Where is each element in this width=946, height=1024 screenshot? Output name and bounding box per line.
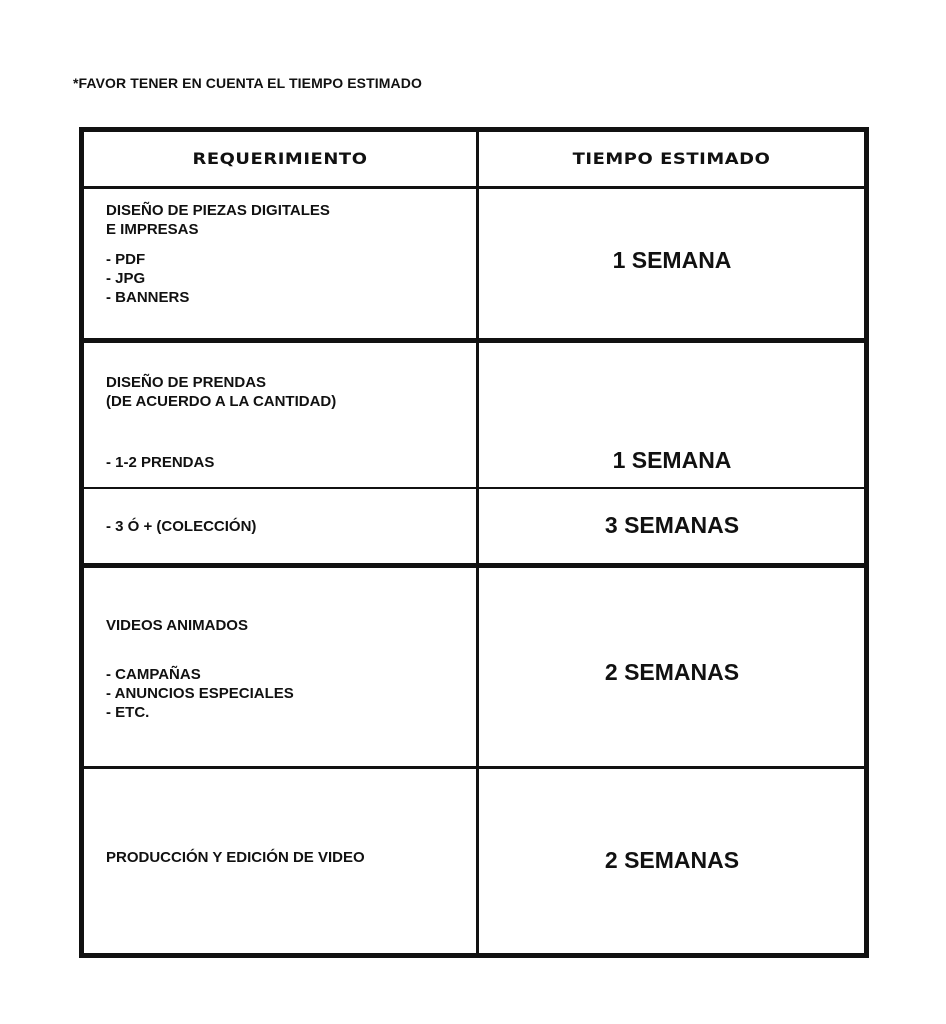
list-item: - 3 Ó + (COLECCIÓN) [106,518,257,535]
header-divider [84,186,864,189]
sub-row-divider [84,487,864,489]
requirement-title [106,848,365,867]
row-divider [84,766,864,769]
requirement-title-line: DISEÑO DE PRENDAS [106,374,267,391]
list-item: - ETC. [106,704,150,721]
header-time: TIEMPO ESTIMADO [572,149,771,168]
note-text: *FAVOR TENER EN CUENTA EL TIEMPO ESTIMADO [73,75,422,91]
estimated-time: 2 SEMANAS [604,659,740,685]
list-item: - ANUNCIOS ESPECIALES [106,685,294,702]
list-item: - BANNERS [106,289,190,306]
requirement-title-line: (DE ACUERDO A LA CANTIDAD) [106,393,337,410]
requirement-title-line: VIDEOS ANIMADOS [106,617,248,634]
list-item: - CAMPAÑAS [106,666,201,683]
requirement-title [106,616,248,635]
estimated-time: 1 SEMANA [612,247,732,273]
requirement-items [106,453,214,472]
row-divider [84,563,864,568]
requirement-title-line: DISEÑO DE PIEZAS DIGITALES [106,202,330,219]
header-requirement: REQUERIMIENTO [192,149,368,168]
row-divider [84,338,864,343]
estimated-time: 3 SEMANAS [604,512,740,538]
requirement-title-line: E IMPRESAS [106,221,199,238]
estimated-time: 1 SEMANA [612,447,732,473]
estimated-time: 2 SEMANAS [604,847,740,873]
requirement-items [106,665,294,722]
time-estimate-table [79,127,869,958]
list-item: - JPG [106,270,146,287]
requirement-items [106,250,189,307]
requirement-title [106,201,330,239]
list-item: - PDF [106,251,146,268]
requirement-title [106,373,336,411]
requirement-title-line: PRODUCCIÓN Y EDICIÓN DE VIDEO [106,849,365,866]
list-item: - 1-2 PRENDAS [106,454,215,471]
requirement-items [106,517,256,536]
